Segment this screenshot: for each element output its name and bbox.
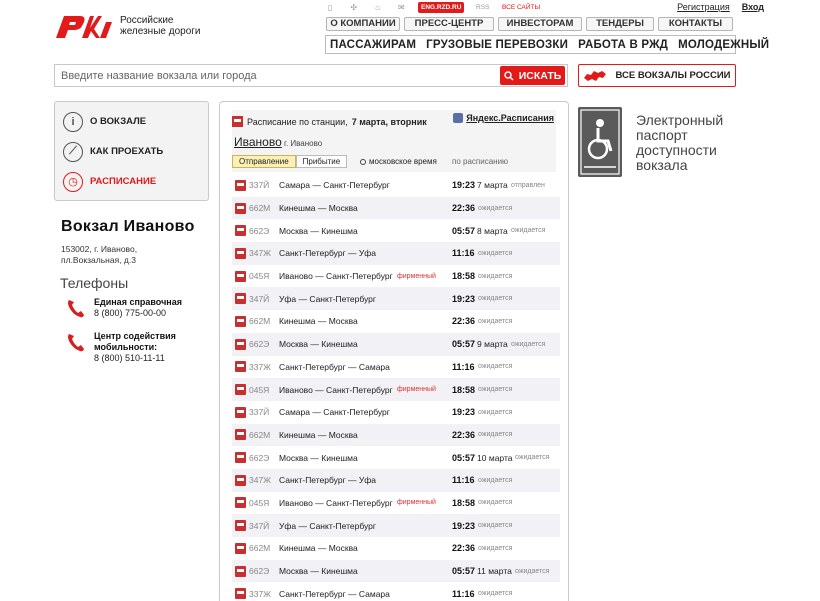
menu-directions-label: КАК ПРОЕХАТЬ bbox=[90, 146, 164, 157]
address-line-2: пл.Вокзальная, д.3 bbox=[61, 255, 136, 265]
train-number[interactable]: 045Я bbox=[249, 384, 270, 395]
train-time bbox=[452, 248, 475, 258]
time-value: 22:36 bbox=[452, 316, 476, 327]
train-icon bbox=[235, 588, 246, 599]
train-time bbox=[452, 203, 475, 213]
register-link[interactable]: Регистрация bbox=[677, 2, 730, 12]
train-number[interactable]: 662М bbox=[249, 203, 271, 214]
schedule-row[interactable] bbox=[232, 469, 560, 492]
train-icon bbox=[235, 361, 246, 372]
accessibility-passport[interactable] bbox=[578, 107, 746, 177]
timezone-option[interactable] bbox=[360, 157, 437, 166]
city-sub: г. Иваново bbox=[284, 139, 323, 148]
schedule-row[interactable] bbox=[232, 219, 560, 242]
train-route: Иваново — Санкт-Петербург bbox=[279, 384, 393, 395]
train-status: ожидается bbox=[478, 408, 513, 416]
train-number[interactable]: 337Й bbox=[249, 407, 270, 418]
train-number[interactable]: 662Э bbox=[249, 452, 270, 463]
train-number[interactable]: 337Й bbox=[249, 180, 270, 191]
train-icon bbox=[235, 407, 246, 418]
train-status: ожидается bbox=[478, 499, 513, 507]
train-status: ожидается bbox=[511, 227, 546, 235]
train-time bbox=[452, 475, 475, 485]
train-date: 10 марта bbox=[477, 452, 513, 463]
phone-mobility-number: 8 (800) 510-11-11 bbox=[94, 353, 165, 363]
train-icon bbox=[235, 180, 246, 191]
time-value: 11:16 bbox=[452, 588, 475, 599]
train-icon bbox=[235, 520, 246, 531]
train-status: ожидается bbox=[478, 317, 513, 325]
time-value: 22:36 bbox=[452, 543, 476, 554]
nav-jobs[interactable]: РАБОТА В РЖД bbox=[578, 38, 669, 51]
train-status: ожидается bbox=[478, 590, 513, 598]
schedule-row[interactable] bbox=[232, 514, 560, 537]
search-input[interactable] bbox=[55, 65, 500, 86]
main-nav bbox=[325, 35, 770, 54]
train-route: Кинешма — Москва bbox=[279, 429, 358, 440]
rzd-logo[interactable] bbox=[54, 12, 200, 40]
phone-icon bbox=[66, 297, 86, 319]
train-status: ожидается bbox=[478, 522, 513, 530]
train-time bbox=[452, 339, 508, 349]
train-route: Санкт-Петербург — Самара bbox=[279, 588, 390, 599]
mail-icon[interactable]: ✉ bbox=[397, 3, 405, 12]
brand-label: фирменный bbox=[397, 386, 436, 394]
train-route: Москва — Кинешма bbox=[279, 225, 358, 236]
logo-line-2: железные дороги bbox=[120, 26, 201, 37]
train-number[interactable]: 045Я bbox=[249, 497, 270, 508]
schedule-row[interactable] bbox=[232, 287, 560, 310]
train-time bbox=[452, 385, 475, 395]
train-route: Кинешма — Москва bbox=[279, 316, 358, 327]
train-time bbox=[452, 589, 475, 599]
nav-about[interactable]: О КОМПАНИИ bbox=[326, 17, 400, 31]
schedule-row[interactable] bbox=[232, 333, 560, 356]
station-menu bbox=[54, 101, 209, 201]
schedule-row[interactable] bbox=[232, 446, 560, 469]
access-line-3: доступности bbox=[636, 142, 717, 158]
schedule-row[interactable] bbox=[232, 310, 560, 333]
train-icon bbox=[235, 566, 246, 577]
time-value: 22:36 bbox=[452, 203, 476, 214]
time-value: 19:23 bbox=[452, 293, 476, 304]
city-link[interactable]: Иваново bbox=[234, 135, 282, 149]
train-route: Иваново — Санкт-Петербург bbox=[279, 271, 393, 282]
rzd-logo-icon bbox=[54, 12, 114, 40]
train-icon bbox=[235, 497, 246, 508]
schedule-row[interactable] bbox=[232, 537, 560, 560]
train-icon bbox=[235, 543, 246, 554]
access-line-2: паспорт bbox=[636, 127, 688, 143]
station-title: Вокзал Иваново bbox=[61, 218, 195, 235]
time-value: 18:58 bbox=[452, 497, 476, 508]
train-status: ожидается bbox=[478, 249, 513, 257]
nav-freight[interactable]: ГРУЗОВЫЕ ПЕРЕВОЗКИ bbox=[426, 38, 569, 51]
schedule-row[interactable] bbox=[232, 174, 560, 197]
schedule-caption bbox=[232, 116, 427, 127]
time-value: 19:23 bbox=[452, 180, 476, 191]
train-icon bbox=[235, 316, 246, 327]
menu-schedule-label: РАСПИСАНИЕ bbox=[90, 176, 157, 187]
train-route: Санкт-Петербург — Самара bbox=[279, 361, 390, 372]
train-number[interactable]: 662Э bbox=[249, 566, 270, 577]
train-time bbox=[452, 271, 475, 281]
schedule-row[interactable] bbox=[232, 424, 560, 447]
schedule-row[interactable] bbox=[232, 582, 560, 601]
train-route: Москва — Кинешма bbox=[279, 339, 358, 350]
train-number[interactable]: 662Э bbox=[249, 225, 270, 236]
logo-text bbox=[120, 15, 200, 37]
access-line-4: вокзала bbox=[636, 157, 688, 173]
train-icon bbox=[235, 452, 246, 463]
schedule-panel bbox=[219, 101, 569, 601]
schedule-row[interactable] bbox=[232, 378, 560, 401]
nav-youth[interactable]: МОЛОДЕЖНЫЙ bbox=[678, 38, 770, 51]
radio-icon bbox=[360, 159, 366, 165]
time-value: 05:57 bbox=[452, 452, 476, 463]
train-number[interactable]: 347Й bbox=[249, 520, 270, 531]
train-route: Уфа — Санкт-Петербург bbox=[279, 520, 377, 531]
train-status: ожидается bbox=[478, 272, 513, 280]
all-stations-label: ВСЕ ВОКЗАЛЫ РОССИИ bbox=[615, 70, 731, 81]
phones-title: Телефоны bbox=[60, 275, 129, 291]
wheelchair-icon bbox=[578, 107, 622, 177]
train-number[interactable]: 337Ж bbox=[249, 361, 272, 372]
train-time bbox=[452, 407, 475, 417]
train-number[interactable]: 347Й bbox=[249, 293, 270, 304]
time-value: 05:57 bbox=[452, 566, 476, 577]
menu-schedule[interactable] bbox=[55, 167, 208, 196]
nav-tenders[interactable]: ТЕНДЕРЫ bbox=[586, 17, 654, 31]
timezone-label: московское время bbox=[369, 157, 437, 166]
train-icon bbox=[235, 429, 246, 440]
time-value: 11:16 bbox=[452, 248, 475, 259]
train-status: ожидается bbox=[478, 431, 513, 439]
accessibility-text bbox=[636, 113, 746, 177]
train-route: Москва — Кинешма bbox=[279, 452, 358, 463]
train-icon bbox=[235, 203, 246, 214]
train-date: 7 марта bbox=[477, 180, 508, 191]
login-link[interactable]: Вход bbox=[741, 2, 764, 12]
train-status: ожидается bbox=[511, 340, 546, 348]
time-value: 19:23 bbox=[452, 407, 476, 418]
time-value: 18:58 bbox=[452, 384, 476, 395]
schedule-row[interactable] bbox=[232, 265, 560, 288]
auth-links bbox=[677, 2, 764, 12]
yandex-schedule-link[interactable] bbox=[453, 113, 554, 123]
time-value: 11:16 bbox=[452, 361, 475, 372]
train-time bbox=[452, 180, 508, 190]
tab-arrival[interactable]: Прибытие bbox=[296, 155, 348, 168]
nav-passengers[interactable]: ПАССАЖИРАМ bbox=[330, 38, 417, 51]
train-icon bbox=[235, 225, 246, 236]
train-route: Уфа — Санкт-Петербург bbox=[279, 293, 377, 304]
schedule-row[interactable] bbox=[232, 356, 560, 379]
train-time bbox=[452, 294, 475, 304]
train-status: ожидается bbox=[478, 476, 513, 484]
train-route: Санкт-Петербург — Уфа bbox=[279, 248, 377, 259]
phone-info bbox=[66, 297, 182, 319]
eng-site-link[interactable]: ENG.RZD.RU bbox=[418, 2, 464, 13]
schedule-rows bbox=[232, 174, 560, 601]
phone-icon bbox=[66, 331, 86, 353]
clock-icon: ◷ bbox=[63, 172, 83, 192]
brand-label: фирменный bbox=[397, 272, 436, 280]
top-icons bbox=[328, 3, 405, 12]
yandex-label: Яндекс.Расписания bbox=[466, 113, 554, 123]
time-value: 05:57 bbox=[452, 339, 476, 350]
station-search bbox=[54, 64, 568, 87]
train-status: ожидается bbox=[478, 204, 513, 212]
train-status: ожидается bbox=[478, 544, 513, 552]
home-icon[interactable]: ⌂ bbox=[375, 3, 380, 12]
train-status: ожидается bbox=[478, 386, 513, 394]
train-route: Москва — Кинешма bbox=[279, 566, 358, 577]
train-time bbox=[452, 316, 475, 326]
train-route: Кинешма — Москва bbox=[279, 203, 358, 214]
train-icon bbox=[235, 271, 246, 282]
all-sites-link[interactable]: ВСЕ САЙТЫ bbox=[502, 4, 541, 11]
address-line-1: 153002, г. Иваново, bbox=[61, 244, 138, 254]
station-address bbox=[61, 244, 201, 266]
search-button[interactable] bbox=[500, 66, 565, 85]
nav-investors[interactable]: ИНВЕСТОРАМ bbox=[498, 17, 582, 31]
train-number[interactable]: 045Я bbox=[249, 271, 270, 282]
menu-directions[interactable] bbox=[55, 137, 208, 166]
all-stations-button[interactable] bbox=[578, 64, 736, 87]
train-status: ожидается bbox=[515, 454, 550, 462]
train-icon bbox=[232, 116, 243, 127]
tab-departure[interactable]: Отправление bbox=[232, 155, 296, 168]
train-number[interactable]: 337Ж bbox=[249, 588, 272, 599]
brand-label: фирменный bbox=[397, 499, 436, 507]
time-value: 22:36 bbox=[452, 429, 476, 440]
phone-info-number: 8 (800) 775-00-00 bbox=[94, 308, 167, 318]
train-route: Санкт-Петербург — Уфа bbox=[279, 475, 377, 486]
rss-link[interactable]: RSS bbox=[476, 4, 490, 11]
phone-info-name: Единая справочная bbox=[94, 297, 182, 307]
train-time bbox=[452, 362, 475, 372]
train-route: Кинешма — Москва bbox=[279, 543, 358, 554]
phone-mobility-name: Центр содействия мобильности: bbox=[94, 331, 176, 352]
schedule-row[interactable] bbox=[232, 492, 560, 515]
train-route: Иваново — Санкт-Петербург bbox=[279, 497, 393, 508]
direction-tabs bbox=[232, 155, 347, 168]
train-icon bbox=[235, 293, 246, 304]
train-icon bbox=[235, 384, 246, 395]
train-number[interactable]: 662М bbox=[249, 543, 271, 554]
russia-map-icon bbox=[583, 69, 607, 83]
train-time bbox=[452, 226, 508, 236]
schedule-caption-text: Расписание по станции, bbox=[247, 116, 348, 127]
compass-icon: ⟋ bbox=[63, 142, 83, 162]
time-value: 05:57 bbox=[452, 225, 476, 236]
menu-about-station[interactable] bbox=[55, 107, 208, 136]
search-icon bbox=[504, 71, 514, 81]
access-line-1: Электронный bbox=[636, 112, 724, 128]
train-icon bbox=[235, 475, 246, 486]
train-number[interactable]: 347Ж bbox=[249, 248, 272, 259]
train-status: ожидается bbox=[515, 567, 550, 575]
schedule-date: 7 марта, вторник bbox=[351, 116, 427, 127]
search-button-label: ИСКАТЬ bbox=[518, 69, 562, 82]
train-status: ожидается bbox=[478, 363, 513, 371]
mobile-icon[interactable]: ▯ bbox=[328, 3, 333, 12]
phone-mobility bbox=[66, 331, 194, 364]
schedule-header bbox=[232, 110, 556, 172]
sitemap-icon[interactable]: ✣ bbox=[350, 3, 358, 12]
time-value: 19:23 bbox=[452, 520, 476, 531]
train-icon bbox=[235, 248, 246, 259]
train-icon bbox=[235, 339, 246, 350]
train-time bbox=[452, 430, 475, 440]
train-time bbox=[452, 521, 475, 531]
train-status: отправлен bbox=[511, 181, 545, 189]
train-route: Самара — Санкт-Петербург bbox=[279, 180, 390, 191]
train-date: 9 марта bbox=[477, 339, 508, 350]
train-time bbox=[452, 498, 475, 508]
train-status: ожидается bbox=[478, 295, 513, 303]
nav-contacts[interactable]: КОНТАКТЫ bbox=[658, 17, 733, 31]
top-nav bbox=[326, 17, 733, 31]
train-number[interactable]: 662Э bbox=[249, 339, 270, 350]
train-date: 11 марта bbox=[477, 566, 512, 577]
train-number[interactable]: 662М bbox=[249, 429, 271, 440]
nav-press[interactable]: ПРЕСС-ЦЕНТР bbox=[404, 17, 494, 31]
schedule-row[interactable] bbox=[232, 242, 560, 265]
yandex-icon bbox=[453, 113, 463, 123]
by-schedule-label: по расписанию bbox=[452, 157, 509, 166]
train-time bbox=[452, 453, 512, 463]
time-value: 18:58 bbox=[452, 271, 476, 282]
train-number[interactable]: 662М bbox=[249, 316, 271, 327]
train-time bbox=[452, 566, 512, 576]
logo-line-1: Российские bbox=[120, 15, 174, 26]
train-time bbox=[452, 543, 475, 553]
train-number[interactable]: 347Ж bbox=[249, 475, 272, 486]
schedule-row[interactable] bbox=[232, 560, 560, 583]
train-route: Самара — Санкт-Петербург bbox=[279, 407, 390, 418]
schedule-row[interactable] bbox=[232, 197, 560, 220]
info-icon: i bbox=[63, 112, 83, 132]
time-value: 11:16 bbox=[452, 475, 475, 486]
menu-about-label: О ВОКЗАЛЕ bbox=[90, 116, 147, 127]
schedule-row[interactable] bbox=[232, 401, 560, 424]
train-date: 8 марта bbox=[477, 225, 508, 236]
